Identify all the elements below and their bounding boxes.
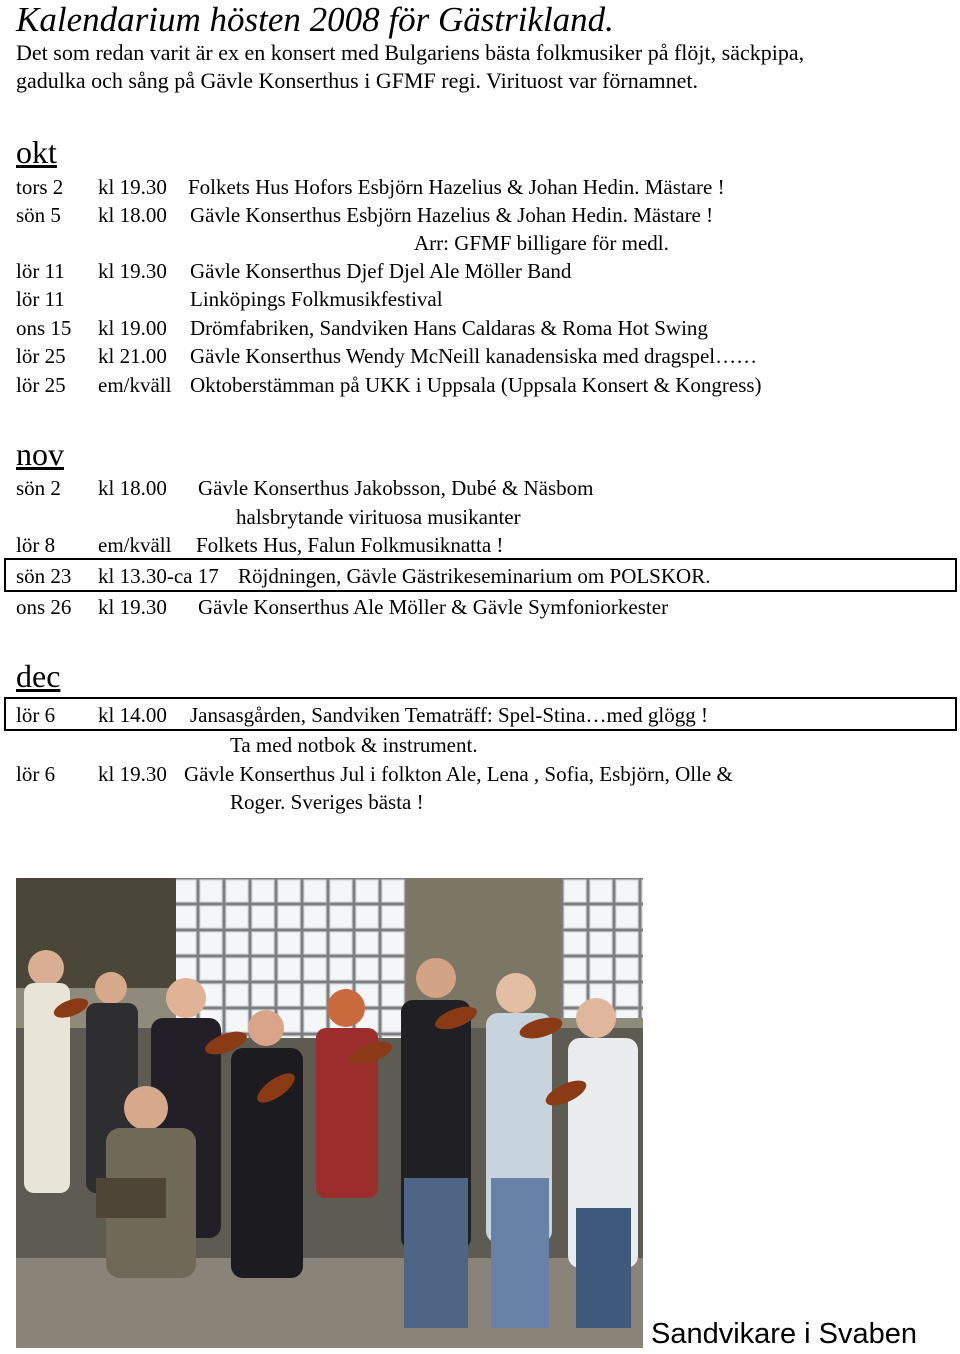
event-time: kl 19.30 [98, 762, 167, 786]
intro-line-1: Det som redan varit är ex en konsert med Bulgariens bästa folkmusiker på flöjt, säckpipa, [16, 40, 805, 65]
event-description: Gävle Konserthus Esbjörn Hazelius & Johan Hedin. Mästare ! [190, 203, 714, 227]
event-description: Drömfabriken, Sandviken Hans Caldaras & Roma Hot Swing [190, 316, 708, 340]
event-description: Gävle Konserthus Jul i folkton Ale, Lena , Sofia, Esbjörn, Olle & [184, 762, 733, 786]
event-note: halsbrytande virituosa musikanter [236, 505, 521, 529]
fiddlers-photo [16, 878, 643, 1348]
month-heading-okt: okt [16, 134, 57, 170]
event-time: kl 14.00 [98, 703, 167, 727]
event-day: lör 11 [16, 259, 65, 283]
event-description: Gävle Konserthus Djef Djel Ale Möller Band [190, 259, 572, 283]
event-description: Folkets Hus, Falun Folkmusiknatta ! [196, 533, 504, 557]
event-day: lör 6 [16, 703, 56, 727]
event-note: Roger. Sveriges bästa ! [230, 790, 424, 814]
event-time: kl 13.30-ca 17 [98, 564, 219, 588]
event-note: Ta med notbok & instrument. [230, 733, 478, 757]
event-day: lör 25 [16, 373, 66, 397]
intro-line-2: gadulka och sång på Gävle Konserthus i GFMF regi. Virituost var förnamnet. [16, 68, 698, 93]
event-time: kl 18.00 [98, 476, 167, 500]
event-day: sön 5 [16, 203, 61, 227]
event-day: sön 23 [16, 564, 72, 588]
event-time: kl 21.00 [98, 344, 167, 368]
event-time: kl 18.00 [98, 203, 167, 227]
event-description: Gävle Konserthus Wendy McNeill kanadensiska med dragspel…… [190, 344, 758, 368]
event-day: tors 2 [16, 175, 64, 199]
event-time: em/kväll [98, 533, 172, 557]
event-day: sön 2 [16, 476, 61, 500]
event-day: ons 26 [16, 595, 72, 619]
month-heading-nov: nov [16, 436, 64, 472]
event-day: lör 6 [16, 762, 56, 786]
event-time: kl 19.30 [98, 175, 167, 199]
event-note: Arr: GFMF billigare för medl. [414, 231, 669, 255]
event-description: Folkets Hus Hofors Esbjörn Hazelius & Johan Hedin. Mästare ! [188, 175, 725, 199]
event-time: kl 19.30 [98, 259, 167, 283]
event-day: lör 8 [16, 533, 56, 557]
event-time: kl 19.30 [98, 595, 167, 619]
event-day: ons 15 [16, 316, 72, 340]
event-time: kl 19.00 [98, 316, 167, 340]
event-description: Röjdningen, Gävle Gästrikeseminarium om POLSKOR. [238, 564, 711, 588]
month-heading-dec: dec [16, 658, 61, 694]
event-description: Gävle Konserthus Ale Möller & Gävle Symfoniorkester [198, 595, 669, 619]
event-day: lör 25 [16, 344, 66, 368]
event-day: lör 11 [16, 287, 65, 311]
event-description: Oktoberstämman på UKK i Uppsala (Uppsala Konsert & Kongress) [190, 373, 762, 397]
page-title: Kalendarium hösten 2008 för Gästrikland. [16, 0, 614, 39]
event-description: Jansasgården, Sandviken Tematräff: Spel-Stina…med glögg ! [190, 703, 708, 727]
event-description: Linköpings Folkmusikfestival [190, 287, 443, 311]
event-time: em/kväll [98, 373, 172, 397]
photo-caption: Sandvikare i Svaben [651, 1318, 917, 1350]
event-description: Gävle Konserthus Jakobsson, Dubé & Näsbom [198, 476, 594, 500]
